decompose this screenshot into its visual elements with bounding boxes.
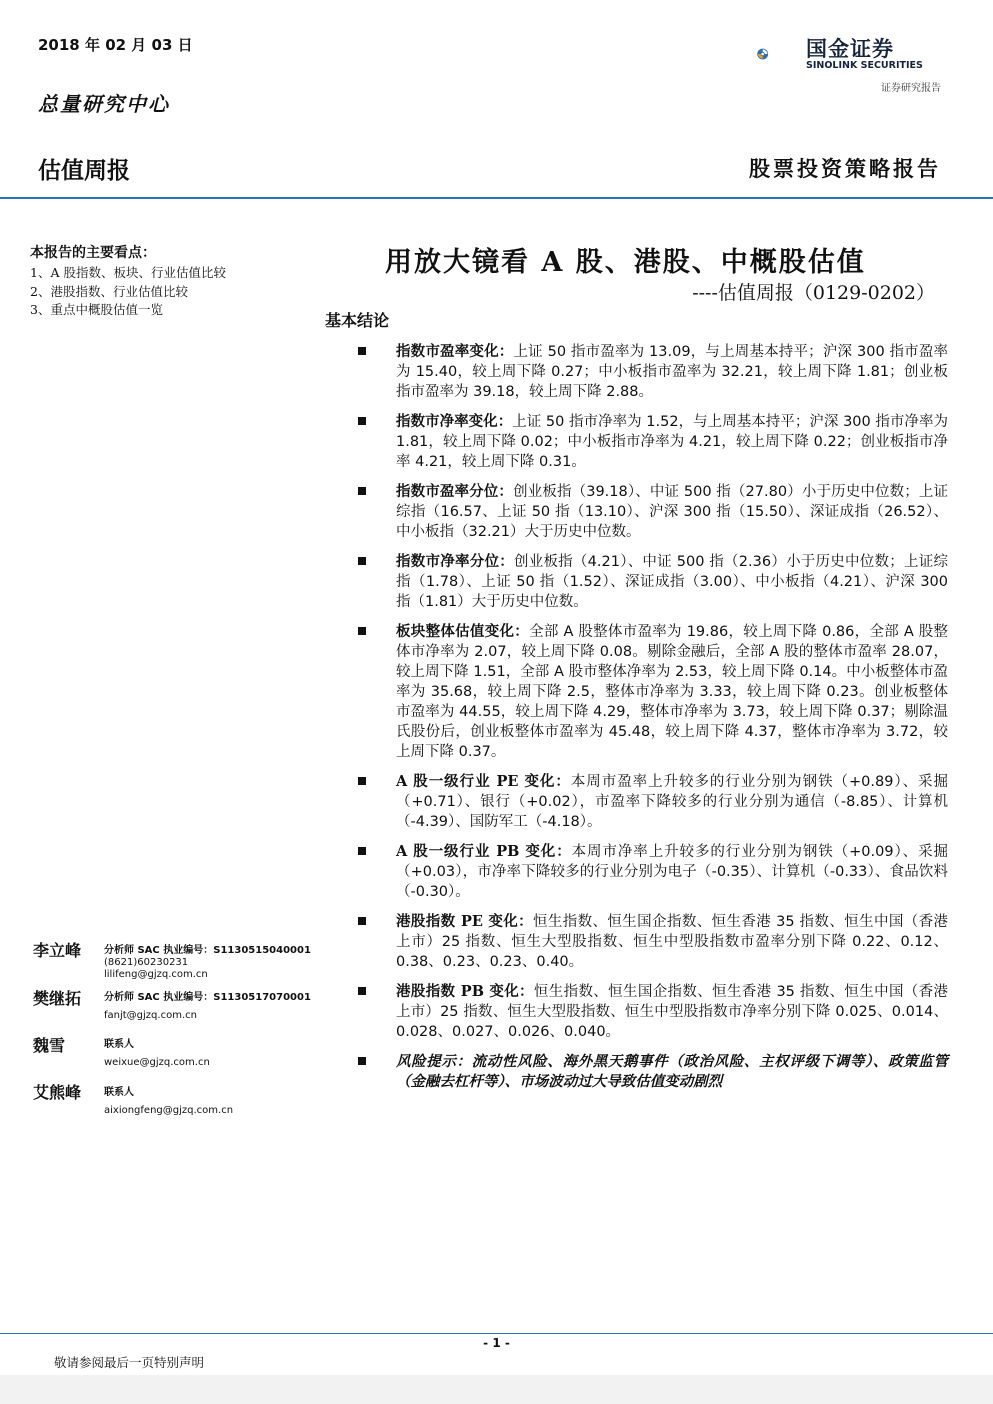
item-text: 上证 50 指市净率为 1.52，与上周基本持平；沪深 300 指市净率为 1.81，较上周下降 0.02；中小板指市净率为 4.21，较上周下降 0.22；创业板指市净率 4.21，较上周下降 0.31。 [396,414,948,470]
logo-subtitle: 证券研究报告 [881,83,941,94]
conclusion-item [358,552,948,612]
research-center: 总量研究中心 [38,92,170,116]
item-label: 指数市盈率变化： [396,343,514,360]
item-text: 本周市净率上升较多的行业分别为钢铁（+0.09）、采掘（+0.03），市净率下降较多的行业分别为电子（-0.35）、计算机（-0.33）、食品饮料（-0.30）。 [396,844,948,900]
bullet-square-icon [358,1057,366,1065]
bullet-square-icon [358,347,366,355]
sinolink-logo-icon [757,30,805,78]
logo-name-en: SINOLINK SECURITIES [806,60,923,71]
analyst-name: 魏雪 [33,1036,66,1055]
logo-name-cn: 国金证券 [806,37,894,61]
bullet-square-icon [358,847,366,855]
footer-band [0,1375,993,1404]
analyst-info [104,945,311,981]
analyst-email[interactable]: lilifeng@gjzq.com.cn [104,969,208,980]
bullet-square-icon [358,917,366,925]
conclusion-item [358,772,948,832]
analyst-phone: (8621)60230231 [104,957,189,968]
analyst-role: 联系人 [104,1039,134,1050]
key-point-item: 3、重点中概股估值一览 [30,302,163,317]
item-label: 指数市净率变化： [396,413,513,430]
disclaimer-note: 敬请参阅最后一页特别声明 [54,1355,205,1370]
analyst-info [104,1039,210,1069]
item-label: 指数市净率分位： [396,553,514,570]
analyst-email[interactable]: aixiongfeng@gjzq.com.cn [104,1105,234,1116]
conclusion-item [358,482,948,542]
bullet-square-icon [358,487,366,495]
key-point-item: 1、A 股指数、板块、行业估值比较 [30,265,226,280]
bullet-square-icon [358,417,366,425]
page-number: - 1 - [483,1336,510,1350]
conclusion-item [358,912,948,972]
report-type: 估值周报 [38,158,130,184]
analyst-name: 李立峰 [33,941,82,960]
analyst-role: 分析师 SAC 执业编号：S1130517070001 [104,992,311,1003]
item-text: 创业板指（39.18）、中证 500 指（27.80）小于历史中位数；上证综指（16.57、上证 50 指（13.10）、沪深 300 指（15.50）、深证成指（26.52）、中小板指（32.21）大于历史中位数。 [396,484,949,540]
key-point-item: 2、港股指数、行业估值比较 [30,284,188,299]
conclusion-item [358,412,948,472]
bullet-square-icon [358,987,366,995]
conclusion-item [358,622,948,762]
analyst-email[interactable]: fanjt@gjzq.com.cn [104,1010,197,1021]
header-divider [0,197,993,199]
item-label: 指数市盈率分位： [396,483,514,500]
analyst-name: 樊继拓 [33,989,82,1008]
report-date: 2018 年 02 月 03 日 [38,36,193,54]
item-label: 港股指数 PE 变化： [396,913,533,930]
risk-warning-text: 风险提示：流动性风险、海外黑天鹅事件（政治风险、主权评级下调等）、政策监管（金融去杠杆等）、市场波动过大导致估值变动剧烈 [396,1053,948,1090]
bullet-square-icon [358,627,366,635]
conclusion-list [358,342,948,1102]
risk-warning-item [358,1052,948,1092]
item-text: 本周市盈率上升较多的行业分别为钢铁（+0.89）、采掘（+0.71）、银行（+0.02），市盈率下降较多的行业分别为通信（-8.85）、计算机（-4.39）、国防军工（-4.18）。 [396,774,948,830]
item-text: 全部 A 股整体市盈率为 19.86，较上周下降 0.86，全部 A 股整体市净率为 2.07，较上周下降 0.08。剔除金融后，全部 A 股的整体市盈率 28.07，较上周下降 1.51，全部 A 股市整体净率为 2.53，较上周下降 0.14。中小板整体市盈率为 35.68，较上周下降 2.5，整体市净率为 3.33，较上周下降 0.23。创业板整体市盈率为 44.55，较上周下降 4.29，整体市净率为 3.73，较上周下降 0.37；剔除温氏股份后，创业板整体市盈率为 45.48，较上周下降 4.37，整体市净率为 3.72，较上周下降 0.37。 [396,624,949,760]
bullet-square-icon [358,777,366,785]
item-label: 板块整体估值变化： [396,623,530,640]
item-text: 上证 50 指市盈率为 13.09，与上周基本持平；沪深 300 指市盈率为 15.40，较上周下降 0.27；中小板指市盈率为 32.21，较上周下降 1.81；创业板指市盈率为 39.18，较上周下降 2.88。 [396,344,949,400]
item-label: 港股指数 PB 变化： [396,983,534,1000]
analyst-role: 联系人 [104,1087,134,1098]
item-label: A 股一级行业 PE 变化： [396,773,571,790]
item-text: 创业板指（4.21）、中证 500 指（2.36）小于历史中位数；上证综指（1.78）、上证 50 指（1.52）、深证成指（3.00）、中小板指（4.21）、沪深 300 指（1.81）大于历史中位数。 [396,554,948,610]
report-subtitle: ----估值周报（0129-0202） [692,282,935,304]
bullet-square-icon [358,557,366,565]
conclusion-item [358,982,948,1042]
analyst-role: 分析师 SAC 执业编号：S1130515040001 [104,945,311,956]
analyst-name: 艾熊峰 [33,1083,82,1102]
analyst-info [104,992,311,1022]
section-title: 基本结论 [325,311,390,330]
item-text: 恒生指数、恒生国企指数、恒生香港 35 指数、恒生中国（香港上市）25 指数、恒生大型股指数、恒生中型股指数市盈率分别下降 0.22、0.12、0.38、0.23、0.23、0.40。 [396,914,948,970]
report-category: 股票投资策略报告 [749,156,941,181]
analyst-email[interactable]: weixue@gjzq.com.cn [104,1057,210,1068]
analyst-info [104,1087,233,1117]
item-text: 恒生指数、恒生国企指数、恒生香港 35 指数、恒生中国（香港上市）25 指数、恒生大型股指数、恒生中型股指数市净率分别下降 0.025、0.014、0.028、0.027、0.026、0.040。 [396,984,948,1040]
conclusion-item [358,342,948,402]
report-title: 用放大镜看 A 股、港股、中概股估值 [385,247,866,278]
key-points-title: 本报告的主要看点： [30,245,156,261]
footer-divider [0,1333,993,1334]
item-label: A 股一级行业 PB 变化： [396,843,572,860]
conclusion-item [358,842,948,902]
